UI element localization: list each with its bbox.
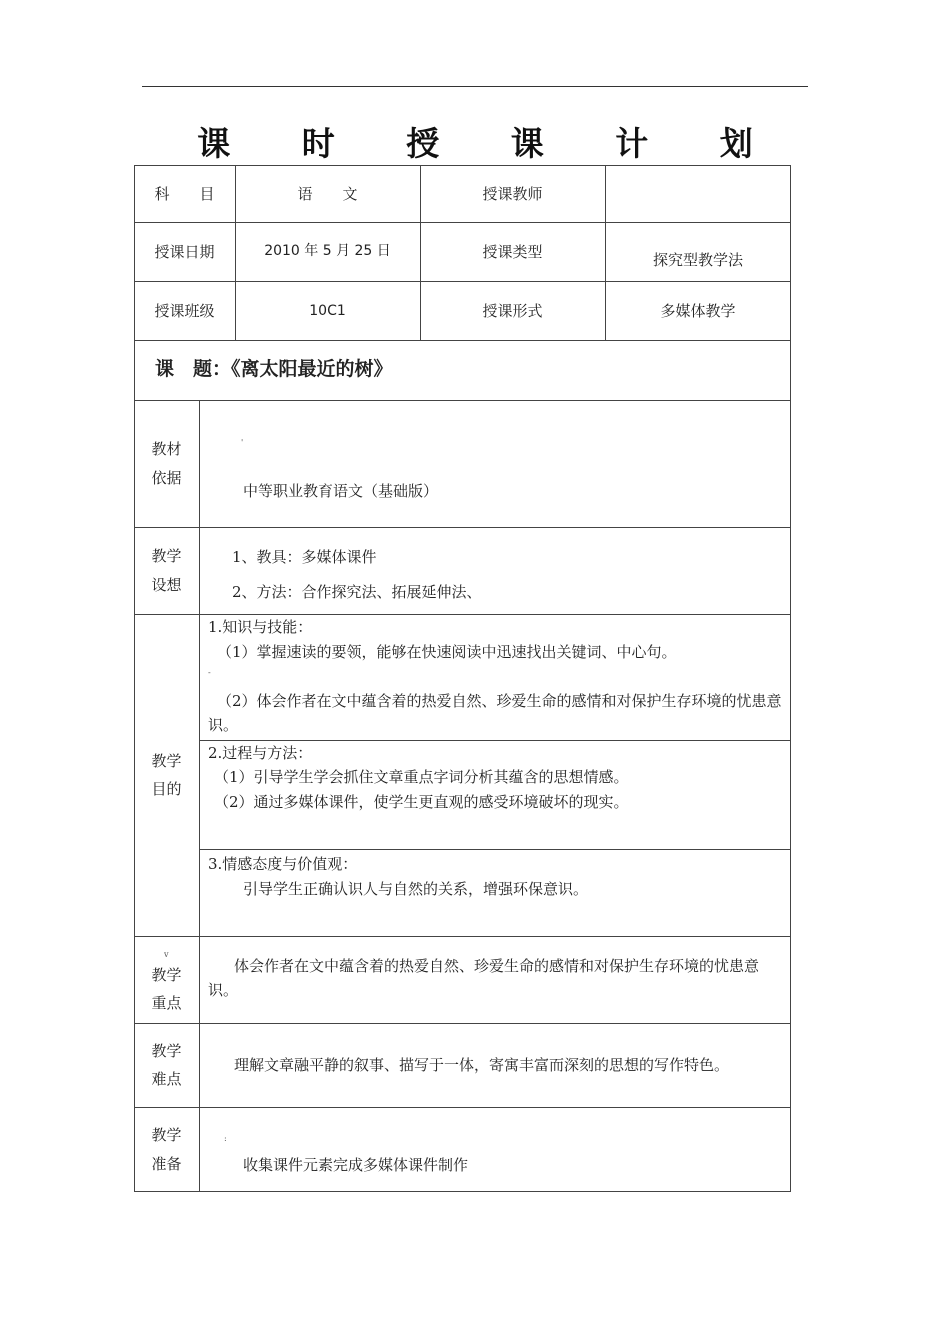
knowledge-item: （2）体会作者在文中蕴含着的热爱自然、珍爱生命的感情和对保护生存环境的忧患意识。 <box>208 692 782 734</box>
date-label: 授课日期 <box>154 242 215 261</box>
type-label: 授课类型 <box>482 242 543 261</box>
preparation-label: 教学 准备 <box>151 1126 182 1173</box>
subject-value: 语 文 <box>297 184 358 203</box>
goals-label: 教学 目的 <box>151 751 182 798</box>
teacher-label: 授课教师 <box>482 184 543 203</box>
material-label: 教材 依据 <box>151 440 182 487</box>
knowledge-item: （1）掌握速读的要领，能够在快速阅读中迅速找出关键词、中心句。 <box>217 643 677 661</box>
process-item: （2）通过多媒体课件，使学生更直观的感受环境破坏的现实。 <box>214 793 629 811</box>
header-rule <box>142 86 808 87</box>
preparation-text: 收集课件元素完成多媒体课件制作 <box>243 1156 469 1174</box>
difficulty-text: 理解文章融平静的叙事、描写于一体，寄寓丰富而深刻的思想的写作特色。 <box>234 1056 730 1074</box>
subject-label: 科 目 <box>154 184 215 203</box>
page-title: 课 时 授 课 计 划 <box>197 124 783 163</box>
date-value: 2010 年 5 月 25 日 <box>264 243 391 260</box>
key-point-text: 体会作者在文中蕴含着的热爱自然、珍爱生命的感情和对保护生存环境的忧患意识。 <box>208 957 760 999</box>
knowledge-heading: 1.知识与技能： <box>208 618 313 636</box>
lesson-topic: 课 题：《离太阳最近的树》 <box>155 358 393 380</box>
process-heading: 2.过程与方法： <box>208 744 313 762</box>
emotion-heading: 3.情感态度与价值观： <box>208 855 358 873</box>
format-value: 多媒体教学 <box>660 302 736 320</box>
design-label: 教学 设想 <box>151 547 182 594</box>
class-label: 授课班级 <box>154 302 215 320</box>
difficulty-label: 教学 难点 <box>151 1041 182 1088</box>
design-item: 1、教具：多媒体课件 <box>232 548 377 566</box>
key-point-label: 教学 重点 <box>151 965 182 1012</box>
design-item: 2、方法：合作探究法、拓展延伸法、 <box>232 583 482 601</box>
process-item: （1）引导学生学会抓住文章重点字词分析其蕴含的思想情感。 <box>214 768 629 786</box>
material-text: 中等职业教育语文（基础版） <box>243 482 439 500</box>
class-value: 10C1 <box>309 302 346 319</box>
teacher-value <box>605 165 791 222</box>
type-value: 探究型教学法 <box>652 250 743 269</box>
format-label: 授课形式 <box>482 302 543 320</box>
emotion-item: 引导学生正确认识人与自然的关系，增强环保意识。 <box>243 880 589 898</box>
